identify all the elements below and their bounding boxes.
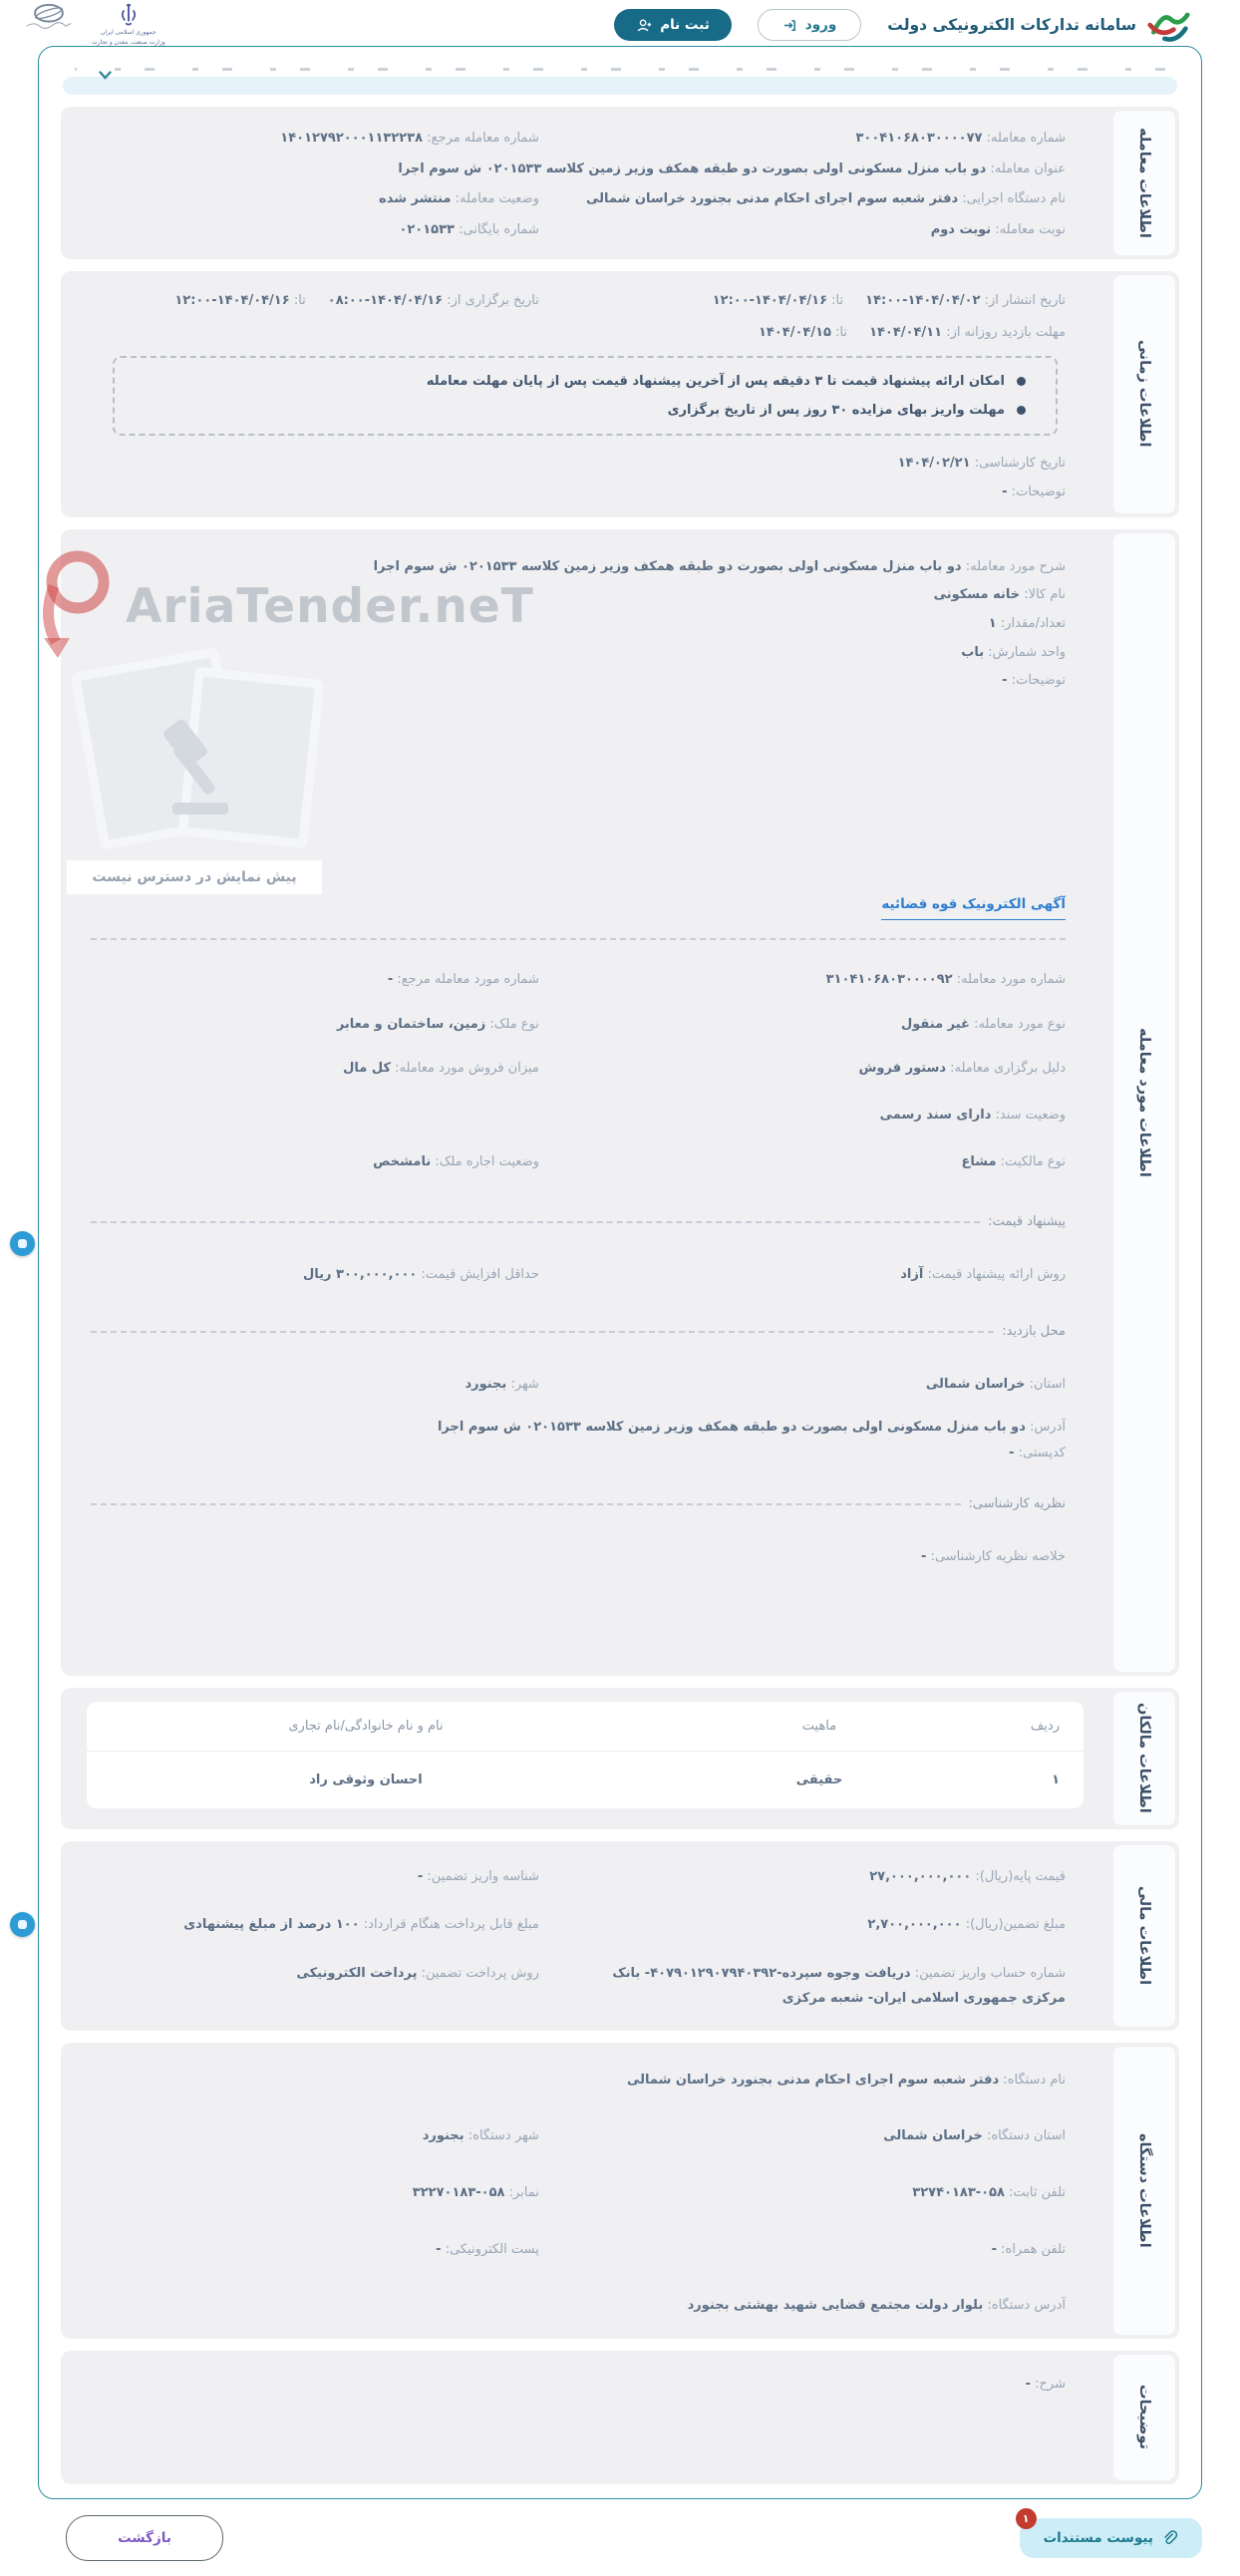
cell-entity-type: حقیقی	[795, 1771, 843, 1787]
register-label: ثبت نام	[660, 17, 710, 33]
field-item-description	[91, 555, 1066, 580]
field-value: دو باب منزل مسکونی اولی بصورت دو طبقه همکف وزیر زمین کلاسه ۰۲۰۱۵۳۳ ش سوم اجرا	[373, 558, 962, 574]
dash-line	[91, 1503, 961, 1505]
field-postal-code	[91, 1442, 1066, 1466]
field-value: ۱	[988, 615, 997, 631]
field-goods-name	[91, 583, 1066, 608]
field-label: واحد شمارش:	[988, 644, 1066, 660]
field-agency-province	[539, 2124, 1066, 2149]
section-label-strip	[1113, 111, 1175, 255]
field-value: -	[1025, 2376, 1032, 2392]
field-label: میزان فروش مورد معامله:	[395, 1061, 539, 1077]
content-shell	[38, 46, 1202, 2499]
field-value: کل مال	[343, 1061, 392, 1077]
owners-table-header	[87, 1702, 1084, 1752]
field-agency-address	[91, 2294, 1066, 2319]
field-email	[91, 2238, 539, 2263]
field-guarantee-account	[539, 1962, 1066, 2011]
field-label: مهلت بازدید روزانه از:	[946, 325, 1066, 341]
emblem-caption-line1: جمهوری اسلامی ایران	[101, 29, 156, 36]
section-label-strip	[1113, 2355, 1175, 2480]
field-value: -	[1009, 1446, 1015, 1461]
field-label: وضعیت سند:	[995, 1108, 1066, 1123]
section-title: توضیحات	[1136, 2385, 1152, 2450]
floating-widget-icon[interactable]	[10, 1912, 35, 1937]
field-value: زمین، ساختمان و معابر	[336, 1016, 486, 1032]
field-value: نامشخص	[373, 1153, 432, 1169]
field-label: شرح مورد معامله:	[965, 558, 1066, 574]
field-label: حداقل افزایش قیمت:	[421, 1267, 539, 1283]
field-label: تاریخ انتشار از:	[984, 292, 1066, 308]
notice-text: امکان ارائه پیشنهاد قیمت تا ۳ دقیقه پس از آخرین پیشنهاد قیمت پس از پایان مهلت معامله	[426, 374, 1005, 390]
field-label: عنوان معامله:	[990, 161, 1066, 176]
field-sale-portion	[91, 1057, 539, 1082]
field-label: نوع مورد معامله:	[974, 1016, 1066, 1032]
section-label-strip	[1113, 275, 1175, 513]
login-icon	[782, 18, 797, 33]
field-value: نوبت دوم	[930, 222, 992, 238]
field-value: خراسان شمالی	[883, 2128, 983, 2144]
field-label: آدرس دستگاه:	[987, 2298, 1066, 2314]
chevron-down-icon[interactable]	[99, 71, 112, 80]
field-deal-status	[91, 187, 539, 212]
field-value: پرداخت الکترونیکی	[296, 1965, 418, 1981]
subhead-title: نظریه کارشناسی:	[968, 1496, 1066, 1512]
field-city	[91, 1373, 539, 1398]
field-value: ۳۰۰,۰۰۰,۰۰۰ ریال	[302, 1267, 418, 1283]
field-label: استان:	[1029, 1377, 1066, 1393]
bullet-icon	[1017, 406, 1026, 415]
section-title: اطلاعات مورد معامله	[1136, 1027, 1152, 1177]
field-label: شهر:	[510, 1377, 539, 1393]
field-item-number	[539, 968, 1066, 993]
field-value: دو باب منزل مسکونی اولی بصورت دو طبقه همکف وزیر زمین کلاسه ۰۲۰۱۵۳۳ ش سوم اجرا	[437, 1419, 1026, 1435]
subhead-title: پیشنهاد قیمت:	[988, 1214, 1066, 1230]
field-property-type	[91, 1013, 539, 1038]
field-label: دلیل برگزاری معامله:	[950, 1061, 1066, 1077]
field-agency-name	[91, 2069, 1066, 2093]
field-mobile-phone	[539, 2238, 1066, 2263]
field-label: شناسه واریز تضمین:	[427, 1868, 539, 1884]
cell-row-number: ۱	[1052, 1771, 1060, 1787]
globe-icon	[20, 3, 78, 29]
field-label: تعداد/مقدار:	[1000, 615, 1066, 631]
preview-caption	[67, 860, 322, 894]
section-item-info	[61, 529, 1179, 1676]
field-value: ۲۷,۰۰۰,۰۰۰,۰۰۰	[869, 1868, 972, 1884]
field-value: غیر منقول	[900, 1016, 970, 1032]
field-holding-reason	[539, 1057, 1066, 1082]
field-label: شماره مورد معامله:	[956, 971, 1066, 987]
field-deal-round	[539, 218, 1066, 243]
field-fax	[91, 2181, 539, 2206]
footer	[0, 2499, 1240, 2561]
field-value: -	[921, 1549, 927, 1565]
field-deal-number	[539, 127, 1066, 152]
field-archive-number	[91, 218, 539, 243]
section-label-strip	[1113, 1692, 1175, 1825]
table-row	[87, 1752, 1084, 1808]
field-value: ۱۴۰۴/۰۴/۰۲-۱۴:۰۰	[865, 292, 981, 308]
judiciary-ad-link[interactable]: آگهی الکترونیک قوه قضائیه	[881, 896, 1066, 920]
attach-documents-button[interactable]	[1020, 2511, 1202, 2558]
field-label: روش پرداخت تضمین:	[421, 1965, 539, 1981]
field-base-price	[539, 1865, 1066, 1890]
field-value: بلوار دولت مجتمع قضایی شهید بهشتی بجنورد	[687, 2298, 984, 2314]
field-label: تا:	[835, 325, 848, 341]
visit-location-subhead	[91, 1324, 1066, 1339]
field-ownership-type	[539, 1150, 1066, 1175]
field-deal-title	[91, 158, 1066, 182]
field-value: ۰۵۸-۳۲۲۷۰۱۸۳	[412, 2184, 505, 2200]
field-value: خراسان شمالی	[925, 1377, 1026, 1393]
field-label: نمابر:	[508, 2184, 539, 2200]
field-label: شماره مورد معامله مرجع:	[397, 971, 539, 987]
floating-widget-icon[interactable]	[10, 1231, 35, 1256]
attachments-count-badge: ۱	[1016, 2508, 1037, 2529]
field-value: ۳۰۰۴۱۰۶۸۰۳۰۰۰۰۷۷	[855, 131, 983, 146]
field-label: توضیحات:	[1011, 483, 1066, 499]
section-title: اطلاعات مالکان	[1136, 1703, 1152, 1813]
field-holding-dates	[91, 289, 539, 314]
field-label: مبلغ تضمین(ریال):	[965, 1917, 1066, 1933]
col-header-entity-type: ماهیت	[801, 1718, 837, 1734]
field-value: بجنورد	[422, 2128, 465, 2144]
setad-logo-icon	[1146, 6, 1190, 44]
brand	[887, 6, 1190, 44]
watermark-text: AriaTender.neT	[126, 578, 534, 634]
notice-item	[145, 374, 1026, 389]
field-label: نام کالا:	[1024, 587, 1066, 603]
field-label: توضیحات:	[1011, 673, 1066, 689]
field-label: قیمت پایه(ریال):	[975, 1868, 1066, 1884]
emblem-caption-line2: وزارت صنعت، معدن و تجارت	[92, 39, 165, 46]
login-label: ورود	[804, 17, 837, 33]
field-value: منتشر شده	[379, 191, 452, 207]
field-label: شماره معامله:	[986, 131, 1066, 146]
dash-line	[91, 1331, 994, 1333]
section-title: اطلاعات دستگاه	[1136, 2132, 1152, 2248]
field-value: -	[1002, 673, 1008, 689]
field-value: دستور فروش	[858, 1061, 947, 1077]
field-label: مبلغ قابل پرداخت هنگام قرارداد:	[363, 1917, 539, 1933]
field-value: دو باب منزل مسکونی اولی بصورت دو طبقه همکف وزیر زمین کلاسه ۰۲۰۱۵۳۳ ش سوم اجرا	[398, 161, 987, 176]
field-label: نام دستگاه:	[1003, 2072, 1066, 2088]
field-value: -	[1002, 483, 1008, 499]
field-value: -	[387, 971, 394, 987]
field-label: نوبت معامله:	[995, 222, 1066, 238]
field-guarantee-payment-method	[91, 1962, 539, 2011]
field-rent-status	[91, 1150, 539, 1175]
field-label: شهر دستگاه:	[467, 2128, 539, 2144]
login-button[interactable]	[758, 9, 861, 41]
field-guarantee-deposit-id	[91, 1865, 539, 1890]
section-label-strip	[1113, 1845, 1175, 2027]
field-value: مشاع	[961, 1153, 997, 1169]
field-label: کدپستی:	[1018, 1446, 1066, 1461]
attach-documents-label: پیوست مستندات	[1043, 2529, 1153, 2546]
field-landline-phone	[539, 2181, 1066, 2206]
field-label: نوع مالکیت:	[1000, 1153, 1066, 1169]
notice-text: مهلت واریز بهای مزایده ۳۰ روز پس از تاریخ برگزاری	[667, 403, 1005, 419]
field-label: تا:	[293, 292, 306, 308]
ministry-emblem	[92, 3, 165, 47]
subhead-title: محل بازدید:	[1002, 1324, 1066, 1340]
field-label: روش ارائه پیشنهاد قیمت:	[927, 1267, 1066, 1283]
sub-header-bar	[63, 77, 1177, 95]
field-value: ۱۴۰۴/۰۲/۲۱	[897, 456, 971, 472]
section-agency-info	[61, 2043, 1179, 2339]
register-button[interactable]	[614, 9, 732, 41]
header	[0, 0, 1240, 46]
owners-table	[87, 1702, 1084, 1808]
field-value: ۱۴۰۱۲۷۹۲۰۰۰۱۱۳۲۲۳۸	[280, 131, 424, 146]
field-value: ۰۵۸-۳۲۷۴۰۱۸۳	[912, 2184, 1005, 2200]
section-title: اطلاعات معامله	[1136, 127, 1152, 238]
field-label: تاریخ برگزاری از:	[447, 292, 539, 308]
field-value: -	[417, 1868, 424, 1884]
field-min-increase	[91, 1263, 539, 1288]
field-item-ref-number	[91, 968, 539, 993]
field-value: -	[991, 2241, 997, 2257]
field-label: وضعیت معامله:	[455, 191, 539, 207]
field-label: خلاصه نظریه کارشناسی:	[930, 1549, 1066, 1565]
field-value: ۱۴۰۴/۰۴/۱۵	[758, 325, 831, 341]
field-value: باب	[961, 644, 985, 660]
field-value: آزاد	[900, 1267, 924, 1283]
section-timing-info	[61, 271, 1179, 517]
field-label: تلفن همراه:	[1001, 2241, 1066, 2257]
section-owners-info	[61, 1688, 1179, 1829]
iran-emblem-icon	[118, 3, 140, 27]
section-title: اطلاعات مالی	[1136, 1885, 1152, 1986]
ecommerce-center-logo	[20, 3, 78, 29]
cell-owner-name: احسان وثوقی راد	[309, 1771, 423, 1787]
timing-notice-box	[113, 356, 1058, 436]
field-value: ۳۱۰۴۱۰۶۸۰۳۰۰۰۰۹۲	[825, 971, 953, 987]
field-daily-visit-dates	[91, 321, 1066, 346]
field-province	[539, 1373, 1066, 1398]
section-description	[61, 2351, 1179, 2484]
section-deal-info	[61, 107, 1179, 259]
field-deal-ref-number	[91, 127, 539, 152]
field-label: شماره معامله مرجع:	[427, 131, 539, 146]
paperclip-icon	[1162, 2530, 1178, 2546]
field-value: دارای سند رسمی	[879, 1108, 992, 1123]
judiciary-ad-link-row	[91, 893, 1066, 912]
field-guarantee-amount	[539, 1913, 1066, 1938]
field-label: استان دستگاه:	[986, 2128, 1066, 2144]
dash-line	[91, 1221, 980, 1223]
field-executive-agency	[539, 187, 1066, 212]
field-label: پست الکترونیکی:	[445, 2241, 539, 2257]
field-label: نام دستگاه اجرایی:	[962, 191, 1066, 207]
field-value: ۱۴۰۴/۰۴/۱۱	[869, 325, 943, 341]
notice-item	[145, 403, 1026, 418]
section-label-strip	[1113, 533, 1175, 1672]
app-title: سامانه تدارکات الکترونیکی دولت	[887, 16, 1136, 34]
field-label: تاریخ کارشناسی:	[974, 456, 1066, 472]
price-offer-subhead	[91, 1214, 1066, 1229]
field-expertise-date	[91, 452, 1066, 477]
field-value: ۱۴۰۴/۰۴/۱۶-۱۲:۰۰	[712, 292, 828, 308]
field-agency-city	[91, 2124, 539, 2149]
field-value: ۲,۷۰۰,۰۰۰,۰۰۰	[867, 1917, 962, 1933]
gov-logos	[14, 3, 165, 47]
field-value: خانه مسکونی	[933, 587, 1021, 603]
image-preview-placeholder	[67, 633, 322, 894]
field-value: دفتر شعبه سوم اجرای احکام مدنی بجنورد خراسان شمالی	[585, 191, 959, 207]
col-header-owner-name: نام و نام خانوادگی/نام تجاری	[288, 1718, 444, 1734]
field-label: تلفن ثابت:	[1009, 2184, 1066, 2200]
field-value: -	[436, 2241, 442, 2257]
field-offer-method	[539, 1263, 1066, 1288]
field-label: آدرس:	[1030, 1419, 1066, 1435]
field-label: شرح:	[1035, 2376, 1066, 2392]
gavel-icon	[143, 703, 252, 822]
bullet-icon	[1017, 377, 1026, 386]
field-label: شماره بایگانی:	[459, 222, 539, 238]
field-item-type	[539, 1013, 1066, 1038]
back-button[interactable]: بازگشت	[66, 2515, 223, 2561]
field-label: نوع ملک:	[489, 1016, 539, 1032]
preview-caption-text: پیش نمایش در دسترس نیست	[92, 868, 297, 885]
field-publish-dates	[539, 289, 1066, 314]
field-label: شماره حساب واریز تضمین:	[914, 1965, 1066, 1981]
section-label-strip	[1113, 2047, 1175, 2335]
field-value: ۱۴۰۴/۰۴/۱۶-۱۲:۰۰	[174, 292, 290, 308]
field-timing-notes	[91, 481, 1066, 505]
field-value: دفتر شعبه سوم اجرای احکام مدنی بجنورد خراسان شمالی	[626, 2072, 1000, 2088]
field-value: بجنورد	[465, 1377, 507, 1393]
field-value: ۰۲۰۱۵۳۳	[399, 222, 455, 238]
col-header-row-number: ردیف	[1030, 1718, 1060, 1734]
field-deed-status	[91, 1104, 1066, 1128]
field-value: ۱۰۰ درصد از مبلغ پیشنهادی	[183, 1917, 360, 1933]
field-expert-summary	[91, 1545, 1066, 1570]
field-payable-at-contract	[91, 1913, 539, 1938]
expert-opinion-subhead	[91, 1496, 1066, 1511]
field-value: ۱۴۰۴/۰۴/۱۶-۰۸:۰۰	[327, 292, 444, 308]
section-financial-info	[61, 1841, 1179, 2031]
cropped-nav-remnant	[61, 53, 1179, 75]
field-label: وضعیت اجاره ملک:	[435, 1153, 539, 1169]
section-title: اطلاعات زمانی	[1136, 340, 1152, 448]
field-description-text	[105, 2373, 1066, 2398]
person-plus-icon	[636, 18, 652, 33]
field-label: تا:	[831, 292, 844, 308]
dashed-divider	[91, 938, 1066, 940]
field-value: دریافت وجوه سپرده-۴۰۷۹۰۱۲۹۰۷۹۴۰۳۹۲- بانک مرکزی جمهوری اسلامی ایران- شعبه مرکزی	[612, 1965, 1066, 2006]
field-address	[91, 1416, 1066, 1441]
